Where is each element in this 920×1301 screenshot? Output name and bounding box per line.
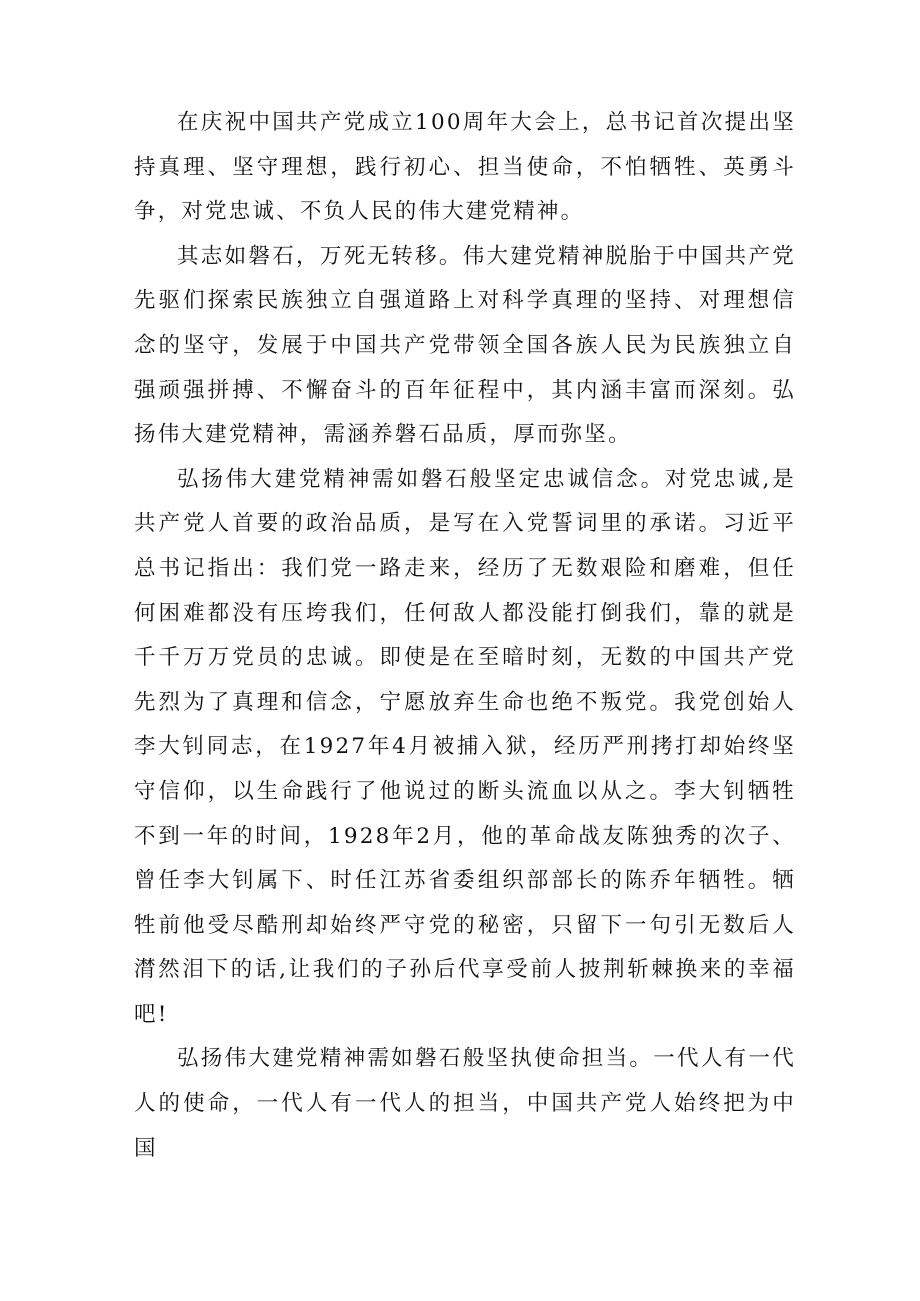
paragraph-2: 其志如磐石，万死无转移。伟大建党精神脱胎于中国共产党先驱们探索民族独立自强道路上对科学真理的坚持、对理想信念的坚守，发展于中国共产党带领全国各族人民为民族独立自强顽强拼搏、不懈奋斗的百年征程中，其内涵丰富而深刻。弘扬伟大建党精神，需涵养磐石品质，厚而弥坚。: [134, 243, 796, 448]
paragraph-4: 弘扬伟大建党精神需如磐石般坚执使命担当。一代人有一代人的使命，一代人有一代人的担当，中国共产党人始终把为中国: [134, 1046, 796, 1161]
paragraph-1: 在庆祝中国共产党成立100周年大会上，总书记首次提出坚持真理、坚守理想，践行初心、担当使命，不怕牺牲、英勇斗争，对党忠诚、不负人民的伟大建党精神。: [134, 110, 796, 225]
document-body: [134, 101, 796, 1171]
paragraph-3: 弘扬伟大建党精神需如磐石般坚定忠诚信念。对党忠诚,是共产党人首要的政治品质，是写在入党誓词里的承诺。习近平总书记指出：我们党一路走来，经历了无数艰险和磨难，但任何困难都没有压垮我们，任何敌人都没能打倒我们，靠的就是千千万万党员的忠诚。即使是在至暗时刻，无数的中国共产党先烈为了真理和信念，宁愿放弃生命也绝不叛党。我党创始人李大钊同志，在1927年4月被捕入狱，经历严刑拷打却始终坚守信仰，以生命践行了他说过的断头流血以从之。李大钊牺牲不到一年的时间，1928年2月，他的革命战友陈独秀的次子、曾任李大钊属下、时任江苏省委组织部部长的陈乔年牺牲。牺牲前他受尽酷刑却始终严守党的秘密，只留下一句引无数后人潸然泪下的话,让我们的子孙后代享受前人披荆斩棘换来的幸福吧!: [134, 466, 796, 1027]
